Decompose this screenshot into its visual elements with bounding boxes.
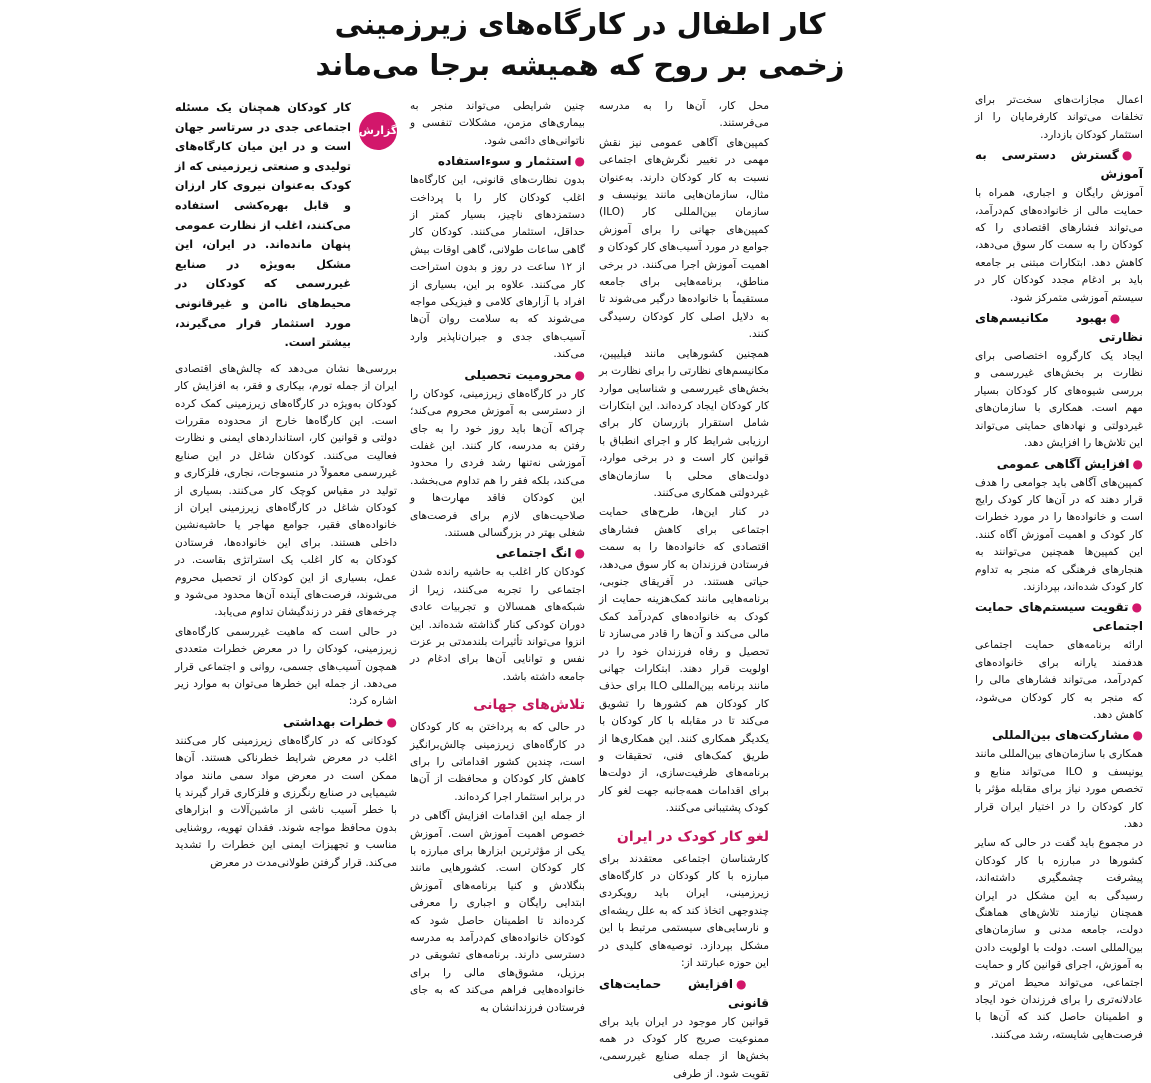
- subheading: [975, 309, 1143, 347]
- bullet-icon: ●: [387, 715, 397, 729]
- body-paragraph: کمپین‌های آگاهی باید جوامعی را هدف قرار دهند که در آن‌ها کار کودک رایج است و خانواده‌ها را در مورد خطرات کار کودک و اهمیت آموزش آگاه کنند. این کمپین‌ها همچنین می‌توانند به هنجارهای فرهنگی که منجر به تداوم کار کودک شده‌اند، بپردازند.: [975, 475, 1143, 597]
- subheading-text: محرومیت تحصیلی: [464, 368, 571, 382]
- bullet-icon: ●: [1133, 457, 1143, 471]
- body-paragraph: در مجموع باید گفت در حالی که سایر کشورها در مبارزه با کار کودکان پیشرفت چشمگیری داشته‌اند، رسیدگی به این مشکل در ایران همچنان نیازمند تلاش‌های هماهنگ دولت، جامعه مدنی و سازمان‌های بین‌المللی است. دولت با اولویت دادن به آموزش، اجرای قوانین کار و حمایت اجتماعی، می‌تواند محیط امن‌تر و عادلانه‌تری را برای فرزندان خود ایجاد و اطمینان حاصل کند که آن‌ها با فرصت‌هایی شایسته، رشد می‌کنند.: [975, 835, 1143, 1044]
- body-paragraph: در حالی که به پرداختن به کار کودکان در کارگاه‌های زیرزمینی چالش‌برانگیز است، چندین کشور اقداماتی را برای کاهش کار کودکان و محافظت از آن‌ها در برابر استثمار اجرا کرده‌اند.: [410, 719, 585, 806]
- subheading-text: افزایش حمایت‌های قانونی: [599, 977, 769, 1010]
- bullet-icon: ●: [1122, 148, 1143, 162]
- subheading: [975, 726, 1143, 745]
- bullet-icon: ●: [575, 546, 585, 560]
- headline-line-2: زخمی بر روح که همیشه برجا می‌ماند: [300, 44, 860, 86]
- body-paragraph: چنین شرایطی می‌تواند منجر به بیماری‌های مزمن، مشکلات تنفسی و ناتوانی‌های دائمی شود.: [410, 98, 585, 150]
- subheading: [175, 713, 397, 732]
- lead-paragraph: کار کودکان همچنان یک مسئله اجتماعی جدی در سرتاسر جهان است و در این میان کارگاه‌های تولیدی و صنعتی زیرزمینی که از کودک به‌عنوان نیروی کار ارزان و قابل بهره‌کشی استفاده می‌کنند، اغلب از نظارت عمومی پنهان مانده‌اند. در ایران، این مشکل به‌ویژه در صنایع غیررسمی که کودکان در محیط‌های ناامن و غیرقانونی مورد استثمار قرار می‌گیرند، بیشتر است.: [175, 98, 397, 353]
- body-paragraph: در حالی است که ماهیت غیررسمی کارگاه‌های زیرزمینی، کودکان را در معرض خطرات متعددی همچون آسیب‌های جسمی، روانی و اجتماعی قرار می‌دهد. از جمله این خطرها می‌توان به موارد زیر اشاره کرد:: [175, 624, 397, 711]
- body-paragraph: از جمله این اقدامات افزایش آگاهی در خصوص اهمیت آموزش است. آموزش یکی از مؤثرترین ابزارها برای مبارزه با کار کودکان است. کشورهایی مانند بنگلادش و کنیا برنامه‌های آموزش ابتدایی رایگان و اجباری را معرفی کرده‌اند تا اطمینان حاصل شود که کودکان خانواده‌های کم‌درآمد به مدرسه دسترسی دارند. برنامه‌های تشویقی در برزیل، مشوق‌های مالی را برای خانواده‌هایی فراهم می‌کند که به جای فرستادن فرزندانشان به: [410, 808, 585, 1017]
- body-paragraph: آموزش رایگان و اجباری، همراه با حمایت مالی از خانواده‌های کم‌درآمد، می‌تواند فشارهای اقتصادی را که کودکان را به سمت کار سوق می‌دهد، کاهش دهد. ابتکارات مبتنی بر جامعه باید بر ادغام مجدد کودکان کار در سیستم آموزشی متمرکز شود.: [975, 185, 1143, 307]
- body-paragraph: بدون نظارت‌های قانونی، این کارگاه‌ها اغلب کودکان کار را با پرداخت دستمزدهای ناچیز، بسیار کمتر از حداقل، استثمار می‌کنند. کودکان کار گاهی ساعات طولانی، گاهی اوقات بیش از ۱۲ ساعت در روز و بدون استراحت کار می‌کنند. علاوه بر این، بسیاری از افراد با آزارهای کلامی و فیزیکی مواجه می‌شوند که به سلامت روان آن‌ها آسیب‌های جدی و جبران‌ناپذیر وارد می‌کند.: [410, 172, 585, 363]
- subheading: [975, 146, 1143, 184]
- body-paragraph: اعمال مجازات‌های سخت‌تر برای تخلفات می‌تواند کارفرمایان را از استثمار کودکان بازدارد.: [975, 92, 1143, 144]
- headline-line-1: کار اطفال در کارگاه‌های زیرزمینی: [300, 4, 860, 44]
- subheading: [410, 152, 585, 171]
- body-paragraph: کار در کارگاه‌های زیرزمینی، کودکان را از دسترسی به آموزش محروم می‌کند؛ چراکه آن‌ها باید روز خود را به جای رفتن به مدرسه، کار کنند. این غفلت آموزشی نه‌تنها رشد فردی را محدود می‌کند، بلکه فقر را هم تداوم می‌بخشد. این کودکان فاقد مهارت‌ها و صلاحیت‌های لازم برای فرصت‌های شغلی بهتر در بزرگسالی هستند.: [410, 386, 585, 543]
- headline: [300, 4, 860, 86]
- column-3: [599, 98, 769, 710]
- section-title: لغو کار کودک در ایران: [599, 826, 769, 848]
- subheading: [975, 455, 1143, 474]
- bullet-icon: ●: [1132, 600, 1143, 614]
- column-4: [975, 92, 1143, 704]
- body-paragraph: محل کار، آن‌ها را به مدرسه می‌فرستند.: [599, 98, 769, 133]
- subheading-text: استثمار و سوءاستفاده: [438, 154, 572, 168]
- subheading: [975, 598, 1143, 636]
- body-paragraph: ارائه برنامه‌های حمایت اجتماعی هدفمند یارانه برای خانواده‌های کم‌درآمد، می‌تواند فشارهای مالی را که منجر به کار کودکان می‌شود، کاهش دهد.: [975, 637, 1143, 724]
- body-paragraph: کودکانی که در کارگاه‌های زیرزمینی کار می‌کنند اغلب در معرض شرایط خطرناکی هستند. آن‌ها ممکن است در معرض مواد سمی مانند مواد شیمیایی در صنایع رنگرزی و فلزکاری قرار گیرند یا با خطر آسیب ناشی از ماشین‌آلات و ابزارهای بدون محافظ مواجه شوند. فقدان تهویه، روشنایی مناسب و تجهیزات ایمنی این خطرات را تشدید می‌کند. قرار گرفتن طولانی‌مدت در معرض: [175, 733, 397, 872]
- body-paragraph: قوانین کار موجود در ایران باید برای ممنوعیت صریح کار کودک در همه بخش‌ها از جمله صنایع غیررسمی، تقویت شود. از طرفی: [599, 1014, 769, 1083]
- body-paragraph: کمپین‌های آگاهی عمومی نیز نقش مهمی در تغییر نگرش‌های اجتماعی نسبت به کار کودکان دارند. به‌عنوان مثال، سازمان‌هایی مانند یونیسف و سازمان بین‌المللی کار (ILO) کمپین‌های جهانی را برای آموزش جوامع در مورد آسیب‌های کار کودکان و اهمیت آموزش اجرا می‌کنند. در برخی مناطق، برنامه‌هایی برای جامعه مستقیماً با خانواده‌ها درگیر می‌شوند تا به دلایل اصلی کار کودکان رسیدگی کنند.: [599, 135, 769, 344]
- body-paragraph: بررسی‌ها نشان می‌دهد که چالش‌های اقتصادی ایران از جمله تورم، بیکاری و فقر، به افزایش کار کودکان به‌ویژه در کارگاه‌های زیرزمینی کمک کرده است. این کارگاه‌ها خارج از محدوده مقررات دولتی و قوانین کار، استانداردهای ایمنی و نظارت فعالیت می‌کنند. کودکان شاغل در این صنایع غیررسمی معمولاً در منسوجات، نجاری، فلزکاری و تولید در مقیاس کوچک کار می‌کنند. بسیاری از کودکان شاغل در کارگاه‌های زیرزمینی ایران از خانواده‌های فقیر، جوامع مهاجر یا حاشیه‌نشین داخلی هستند. برای این خانواده‌ها، فرستادن کودکان به کار اغلب یک استراتژی بقاست. در عمل، بسیاری از این کودکان از تحصیل محروم می‌شوند، فرصت‌های آینده آن‌ها محدود می‌شود و چرخه‌های فقر در زندگیشان تداوم می‌یابد.: [175, 361, 397, 622]
- bullet-icon: ●: [1110, 311, 1143, 325]
- body-paragraph: ایجاد یک کارگروه اختصاصی برای نظارت بر بخش‌های غیررسمی و بررسی شیوه‌های کار کودکان بسیار مهم است. همکاری با سازمان‌های غیردولتی و نهادهای حمایتی می‌تواند این تلاش‌ها را افزایش دهد.: [975, 348, 1143, 452]
- body-paragraph: کارشناسان اجتماعی معتقدند برای مبارزه با کار کودکان در کارگاه‌های زیرزمینی، ایران باید رویکردی چندوجهی اتخاذ کند که به علل ریشه‌ای و نارسایی‌های سیستمی مرتبط با این مشکل بپردازد. توصیه‌های کلیدی در این حوزه عبارتند از:: [599, 851, 769, 973]
- body-paragraph: همچنین کشورهایی مانند فیلیپین، مکانیسم‌های نظارتی را برای نظارت بر بخش‌های غیررسمی و شناسایی موارد کار کودکان ایجاد کرده‌اند. این ابتکارات شامل استقرار بازرسان کار برای ارزیابی شرایط کار و اجرای انطباق با قوانین کار است و در برخی موارد، دولت‌های محلی با سازمان‌های غیردولتی همکاری می‌کنند.: [599, 346, 769, 503]
- body-paragraph: کودکان کار اغلب به حاشیه رانده شدن اجتماعی را تجربه می‌کنند، زیرا از شبکه‌های همسالان و تجربیات عادی دوران کودکی کنار گذاشته شده‌اند. این انزوا می‌تواند تأثیرات بلندمدتی بر عزت نفس و توانایی آن‌ها برای ادغام در جامعه داشته باشد.: [410, 564, 585, 686]
- bullet-icon: ●: [1133, 728, 1143, 742]
- subheading-text: بهبود مکانیسم‌های نظارتی: [975, 311, 1143, 344]
- subheading-text: انگ اجتماعی: [496, 546, 572, 560]
- column-1: [175, 98, 397, 710]
- subheading: [410, 366, 585, 385]
- bullet-icon: ●: [736, 977, 769, 991]
- subheading-text: خطرات بهداشتی: [283, 715, 383, 729]
- bullet-icon: ●: [575, 154, 585, 168]
- section-title: تلاش‌های جهانی: [410, 694, 585, 716]
- subheading-text: تقویت سیستم‌های حمایت اجتماعی: [975, 600, 1143, 633]
- bullet-icon: ●: [575, 368, 585, 382]
- column-2: [410, 98, 585, 710]
- body-paragraph: در کنار این‌ها، طرح‌های حمایت اجتماعی برای کاهش فشارهای اقتصادی که خانواده‌ها را به سمت فرستادن فرزندان به کار سوق می‌دهد، حیاتی هستند. در آفریقای جنوبی، برنامه‌هایی مانند کمک‌هزینه حمایت از کودک به خانواده‌های کم‌درآمد کمک مالی می‌کند و آن‌ها را قادر می‌سازد تا تحصیل و رفاه فرزندان خود را در اولویت قرار دهند. ابتکارات جهانی مانند برنامه بین‌المللی ILO برای حذف کار کودکان هم کشورها را تشویق می‌کند تا در مقابله با کار کودکان با یکدیگر همکاری کنند. این همکاری‌ها از طریق کمک‌های فنی، تحقیقات و برنامه‌های ظرفیت‌سازی، از دولت‌ها برای اقدامات همه‌جانبه جهت لغو کار کودک پشتیبانی می‌کنند.: [599, 504, 769, 817]
- subheading: [599, 975, 769, 1013]
- report-tag-badge: گزارش: [359, 112, 397, 150]
- subheading-text: افزایش آگاهی عمومی: [997, 457, 1130, 471]
- body-paragraph: همکاری با سازمان‌های بین‌المللی مانند یونیسف و ILO می‌تواند منابع و تخصص مورد نیاز برای مقابله مؤثر با کار کودکان را در اختیار ایران قرار دهد.: [975, 746, 1143, 833]
- subheading-text: مشارکت‌های بین‌المللی: [992, 728, 1130, 742]
- subheading-text: گسترش دسترسی به آموزش: [975, 148, 1143, 181]
- subheading: [410, 544, 585, 563]
